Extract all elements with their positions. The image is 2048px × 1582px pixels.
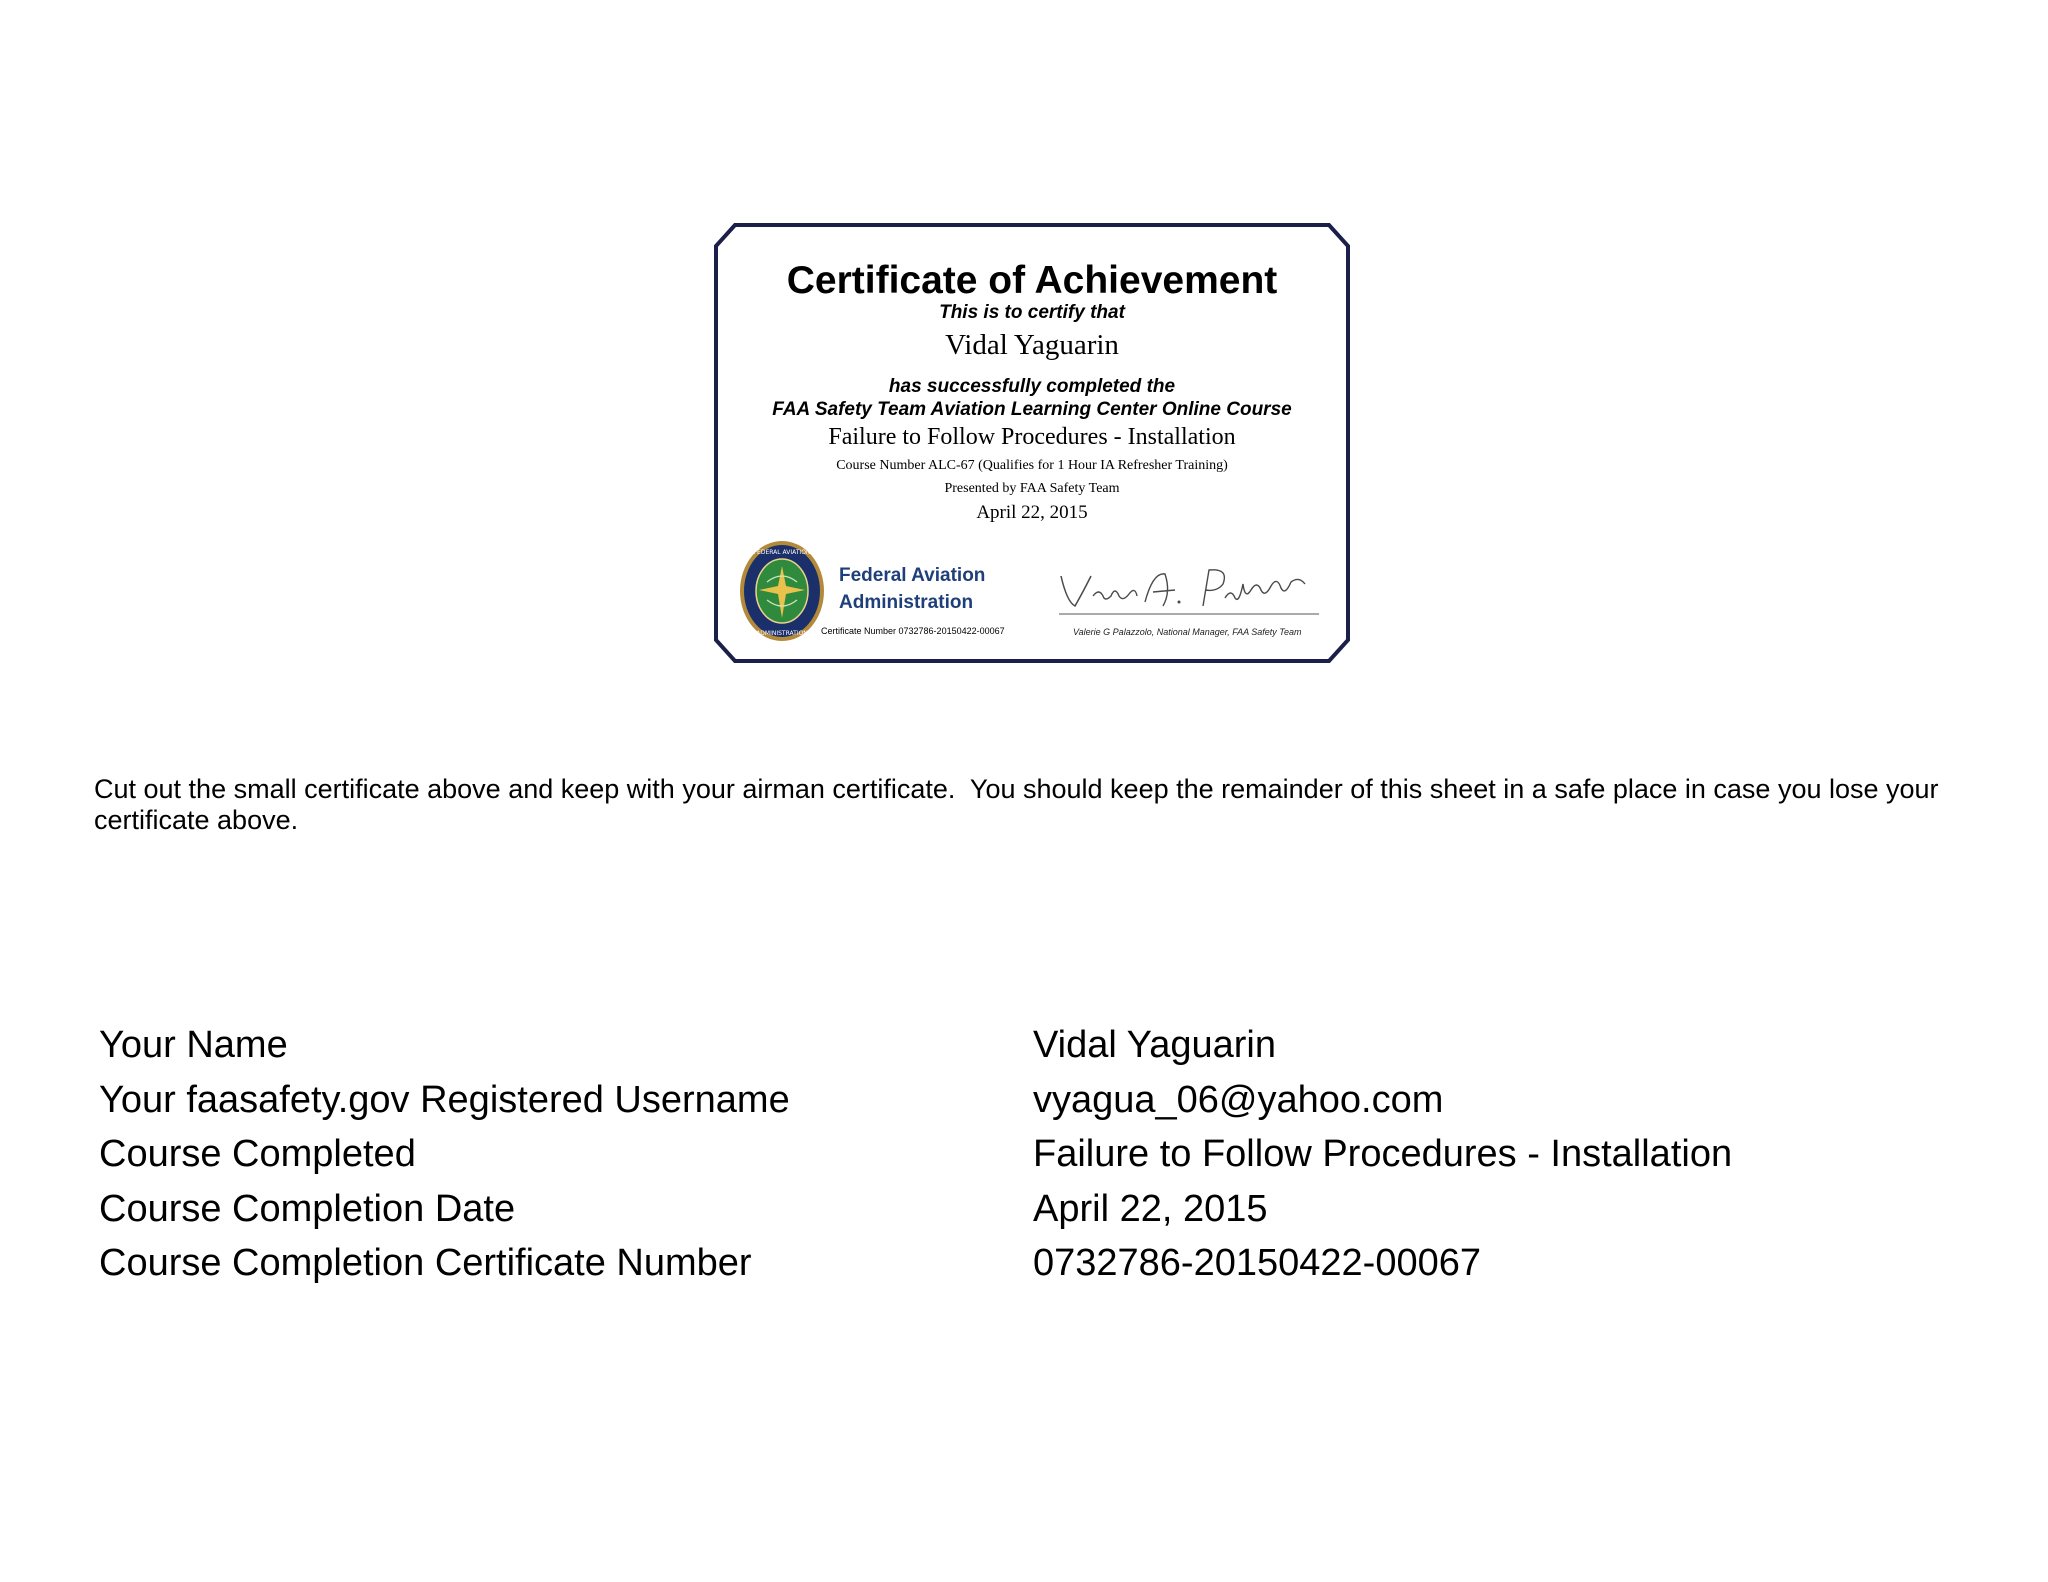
agency-name-line1: Federal Aviation — [839, 565, 986, 586]
svg-text:ADMINISTRATION: ADMINISTRATION — [756, 630, 808, 637]
info-label: Course Completed — [99, 1133, 416, 1175]
agency-name — [839, 562, 985, 616]
faa-seal-icon — [739, 540, 825, 642]
svg-text:FEDERAL AVIATION: FEDERAL AVIATION — [753, 549, 811, 556]
info-value: Failure to Follow Procedures - Installation — [1033, 1133, 1733, 1175]
info-value: Vidal Yaguarin — [1033, 1024, 1276, 1066]
certificate-number-text: Certificate Number 0732786-20150422-00067 — [821, 626, 1005, 636]
instructions-text: Cut out the small certificate above and keep with your airman certificate. You should keep the remainder of this sheet in a safe place in case you lose your certificate above. — [94, 774, 1947, 835]
certify-text: This is to certify that — [939, 302, 1125, 323]
agency-name-line2: Administration — [839, 592, 974, 613]
info-label: Course Completion Date — [99, 1187, 516, 1230]
certificate-date: April 22, 2015 — [976, 502, 1088, 523]
signature-image — [1053, 562, 1343, 622]
info-value: 0732786-20150422-00067 — [1033, 1242, 1481, 1284]
learning-center-text: FAA Safety Team Aviation Learning Center Online Course — [772, 399, 1292, 420]
certificate-title: Certificate of Achievement — [786, 259, 1278, 302]
recipient-name: Vidal Yaguarin — [945, 329, 1119, 361]
info-label: Course Completion Certificate Number — [99, 1242, 752, 1284]
course-title: Failure to Follow Procedures - Installation — [828, 424, 1236, 450]
course-number-text: Course Number ALC-67 (Qualifies for 1 Hour IA Refresher Training) — [836, 458, 1228, 473]
completed-text: has successfully completed the — [888, 376, 1176, 397]
info-label: Your faasafety.gov Registered Username — [99, 1078, 790, 1121]
certificate-card — [713, 222, 1351, 664]
info-value: April 22, 2015 — [1033, 1187, 1268, 1230]
presented-by-text: Presented by FAA Safety Team — [944, 481, 1120, 496]
info-label: Your Name — [99, 1024, 288, 1066]
signature-caption: Valerie G Palazzolo, National Manager, FAA Safety Team — [1073, 627, 1302, 637]
info-value: vyagua_06@yahoo.com — [1033, 1078, 1444, 1121]
